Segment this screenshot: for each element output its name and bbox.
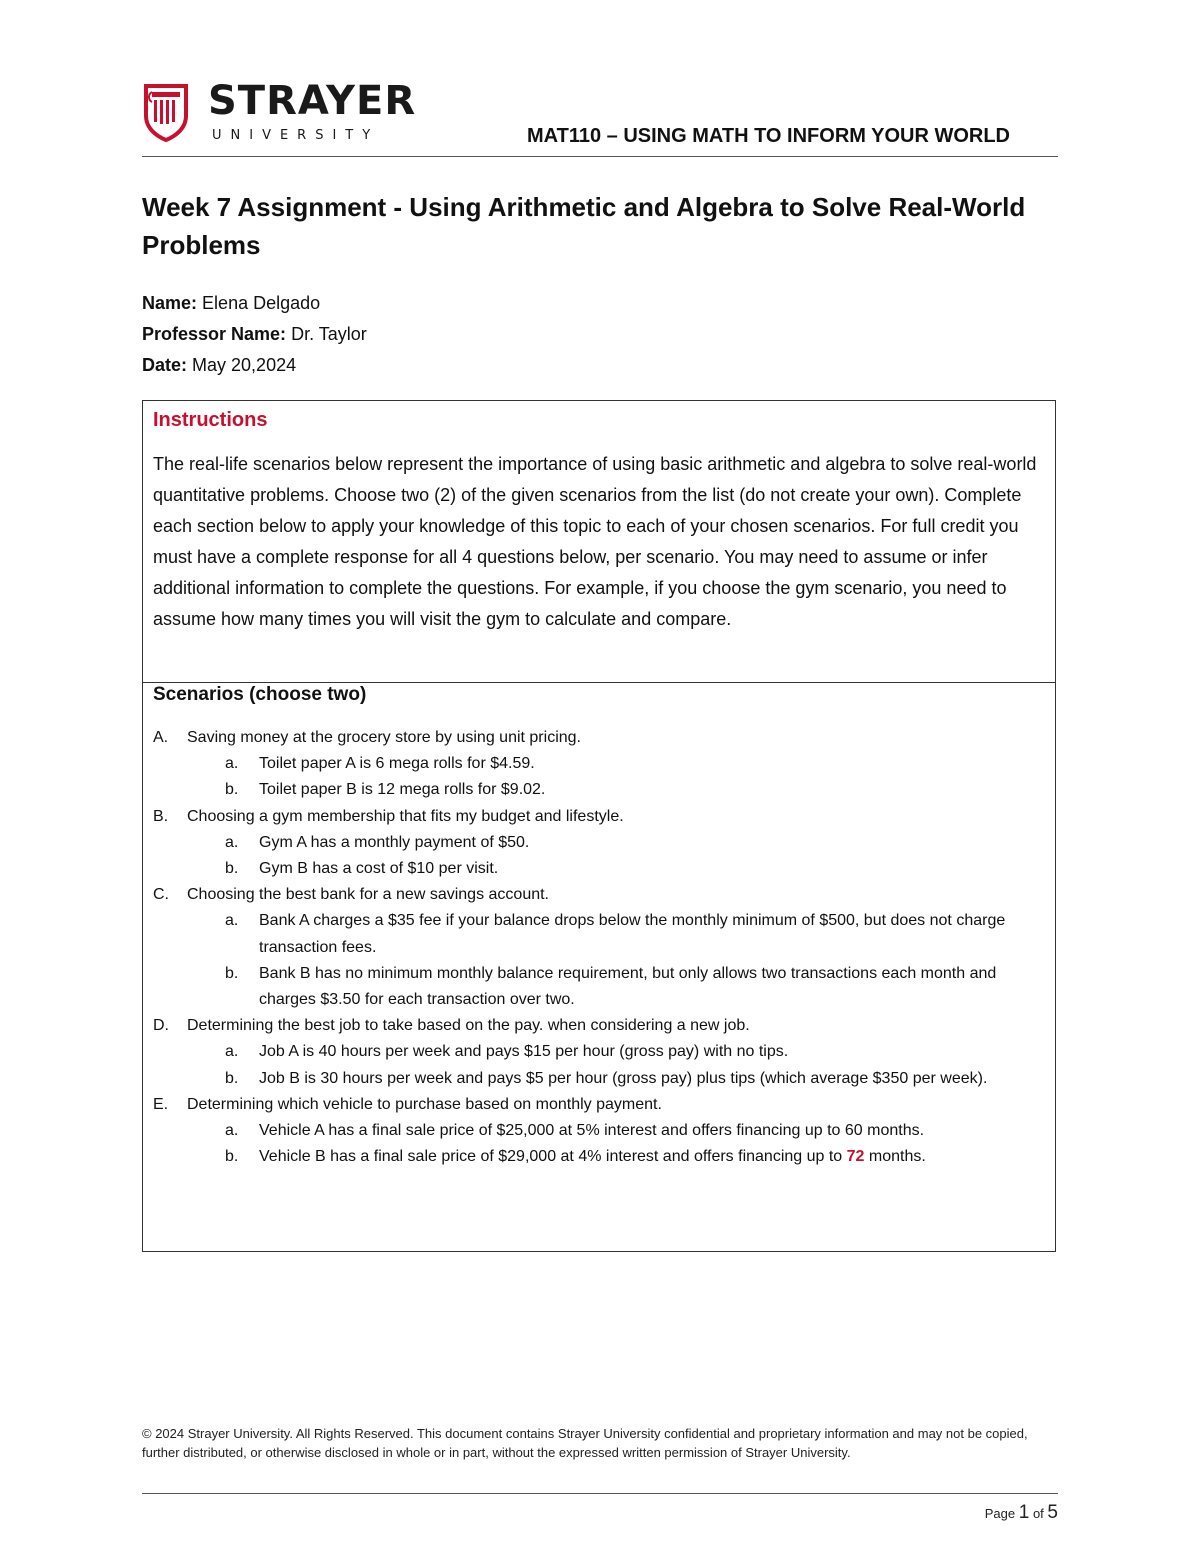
scenario-text: Choosing the best bank for a new savings account. bbox=[187, 886, 549, 904]
list-marker: A. bbox=[153, 729, 169, 746]
name-value: Elena Delgado bbox=[202, 293, 321, 313]
instructions-table bbox=[142, 400, 1056, 1252]
logo-wordmark: STRAYER bbox=[208, 78, 417, 124]
logo-subtitle: UNIVERSITY bbox=[212, 128, 380, 143]
scenarios-heading: Scenarios (choose two) bbox=[153, 684, 367, 705]
list-marker: a. bbox=[225, 755, 239, 773]
date-label: Date: bbox=[142, 355, 188, 375]
list-marker: b. bbox=[225, 964, 239, 982]
page-word: Page bbox=[984, 1506, 1016, 1521]
scenario-a bbox=[153, 725, 1053, 751]
scenario-list bbox=[153, 725, 1053, 1170]
scenario-text: Saving money at the grocery store by using unit pricing. bbox=[187, 729, 581, 746]
scenario-d bbox=[153, 1013, 1053, 1039]
list-item bbox=[153, 830, 1053, 856]
scenario-e bbox=[153, 1092, 1053, 1118]
list-marker: E. bbox=[153, 1095, 169, 1113]
shield-icon bbox=[142, 82, 190, 142]
list-item bbox=[153, 751, 1053, 777]
name-label: Name: bbox=[142, 293, 198, 313]
list-item bbox=[153, 856, 1053, 882]
strayer-logo bbox=[142, 80, 442, 150]
list-marker: C. bbox=[153, 886, 169, 904]
professor-line bbox=[142, 319, 367, 350]
instructions-heading: Instructions bbox=[153, 409, 268, 431]
list-marker: b. bbox=[225, 781, 239, 799]
copyright-notice: © 2024 Strayer University. All Rights Reserved. This document contains Strayer University confidential and proprietary information and may not be copied, further distributed, or otherwise disclosed in whole or in part, without the expressed written permission of Strayer University. bbox=[142, 1426, 1028, 1460]
list-item-text: Job A is 40 hours per week and pays $15 per hour (gross pay) with no tips. bbox=[259, 1043, 789, 1061]
list-item bbox=[153, 908, 1053, 960]
list-item-text: Vehicle A has a final sale price of $25,000 at 5% interest and offers financing up to 60 months. bbox=[259, 1122, 925, 1140]
list-item bbox=[153, 1118, 1053, 1144]
list-item-text-end: months. bbox=[864, 1148, 926, 1166]
list-item-text: Toilet paper A is 6 mega rolls for $4.59. bbox=[259, 755, 535, 773]
page-current: 1 bbox=[1018, 1502, 1030, 1523]
scenario-b bbox=[153, 804, 1053, 830]
list-item-text: Gym B has a cost of $10 per visit. bbox=[259, 860, 499, 878]
list-item bbox=[153, 1144, 1053, 1170]
assignment-title: Week 7 Assignment - Using Arithmetic and Algebra to Solve Real-World Problems bbox=[142, 192, 1026, 260]
footer-divider bbox=[142, 1493, 1058, 1494]
list-marker: b. bbox=[225, 1148, 239, 1166]
list-item-text: Bank B has no minimum monthly balance requirement, but only allows two transactions each month and charges $3.50 for each transaction over two. bbox=[259, 964, 997, 1009]
list-marker: D. bbox=[153, 1017, 169, 1035]
instructions-body: The real-life scenarios below represent the importance of using basic arithmetic and algebra to solve real-world quantitative problems. Choose two (2) of the given scenarios from the list (do not create your own). Complete each section below to apply your knowledge of this topic to each of your chosen scenarios. For full credit you must have a complete response for all 4 questions below, per scenario. You may need to assume or infer additional information to complete the questions. For example, if you choose the gym scenario, you need to assume how many times you will visit the gym to calculate and compare. bbox=[153, 454, 1037, 629]
list-marker: B. bbox=[153, 807, 169, 825]
scenario-c bbox=[153, 882, 1053, 908]
list-marker: a. bbox=[225, 1043, 239, 1061]
page-number bbox=[985, 1502, 1058, 1524]
date-line bbox=[142, 350, 367, 381]
professor-value: Dr. Taylor bbox=[291, 324, 367, 344]
page-of: of bbox=[1032, 1506, 1044, 1521]
list-item-text: Toilet paper B is 12 mega rolls for $9.02. bbox=[259, 781, 546, 799]
scenario-text: Determining the best job to take based on the pay. when considering a new job. bbox=[187, 1017, 750, 1035]
list-item-text-start: Vehicle B has a final sale price of $29,000 at 4% interest and offers financing up to bbox=[259, 1148, 847, 1166]
highlighted-number: 72 bbox=[846, 1148, 865, 1166]
list-item bbox=[153, 1039, 1053, 1065]
list-marker: a. bbox=[225, 912, 239, 930]
name-line bbox=[142, 288, 367, 319]
list-marker: a. bbox=[225, 833, 239, 851]
list-item-text: Job B is 30 hours per week and pays $5 per hour (gross pay) plus tips (which average $350 per week). bbox=[259, 1069, 988, 1087]
list-item bbox=[153, 1066, 1053, 1092]
list-marker: b. bbox=[225, 860, 239, 878]
list-item bbox=[153, 961, 1053, 1013]
list-marker: b. bbox=[225, 1069, 239, 1087]
list-item bbox=[153, 777, 1053, 803]
course-title: MAT110 – USING MATH TO INFORM YOUR WORLD bbox=[527, 125, 1010, 147]
list-marker: a. bbox=[225, 1122, 239, 1140]
list-item-text: Gym A has a monthly payment of $50. bbox=[259, 833, 530, 851]
table-divider bbox=[143, 682, 1055, 683]
document-header bbox=[142, 80, 1058, 157]
student-info bbox=[142, 288, 367, 381]
professor-label: Professor Name: bbox=[142, 324, 287, 344]
page-total: 5 bbox=[1047, 1502, 1058, 1523]
scenario-text: Choosing a gym membership that fits my budget and lifestyle. bbox=[187, 807, 624, 825]
list-item-text: Bank A charges a $35 fee if your balance drops below the monthly minimum of $500, but does not charge transaction fees. bbox=[259, 912, 1006, 956]
date-value: May 20,2024 bbox=[192, 355, 297, 375]
scenario-text: Determining which vehicle to purchase based on monthly payment. bbox=[187, 1095, 662, 1113]
